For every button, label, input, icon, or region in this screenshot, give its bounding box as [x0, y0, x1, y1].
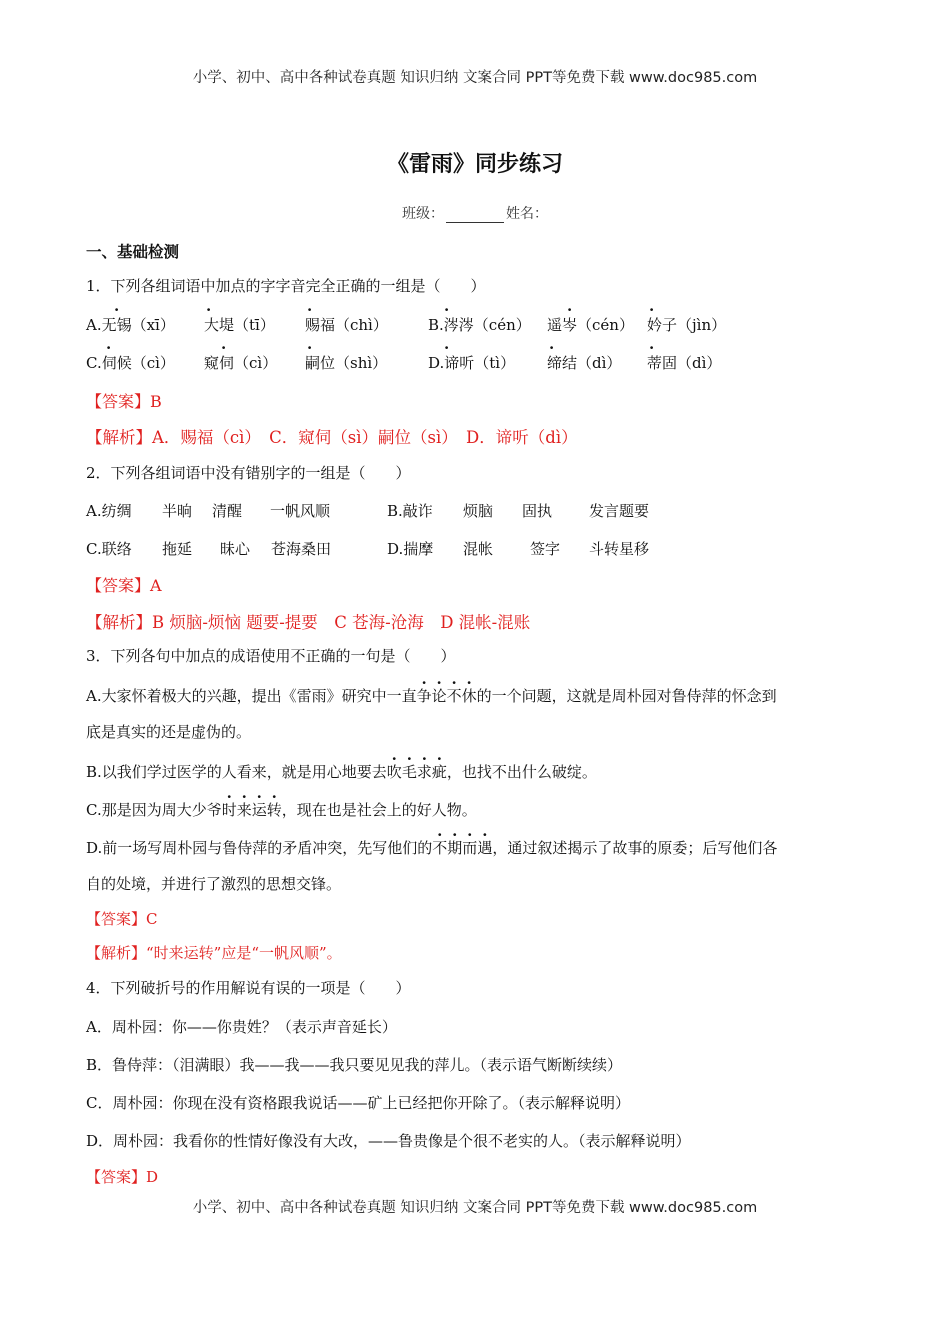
- emphasized-char: 休: [461, 687, 477, 705]
- emphasized-char: 遇: [477, 839, 493, 857]
- q2-c4: 苍海桑田: [271, 540, 332, 558]
- q1-d2: 缔结（dì）: [547, 354, 622, 372]
- q1-c2: 窥伺（cì）: [204, 354, 278, 372]
- emphasized-char: 吹: [386, 763, 402, 781]
- emphasized-char: 期: [447, 839, 463, 857]
- q2-d4: 斗转星移: [589, 540, 650, 558]
- q1-options-ab: [86, 301, 866, 338]
- emphasized-char: 论: [431, 687, 447, 705]
- class-name-line: [0, 203, 950, 223]
- q4-option-c: C．周朴园：你现在没有资格跟我说话——矿上已经把你开除了。（表示解释说明）: [86, 1094, 630, 1112]
- q3-a-text-end: 的一个问题，这就是周朴园对鲁侍萍的怀念到: [476, 687, 777, 705]
- emphasis-dot: ·: [206, 301, 212, 319]
- emphasized-char: 疵: [431, 763, 447, 781]
- q2-c2: 拖延: [162, 540, 193, 558]
- q4-answer: 【答案】D: [86, 1168, 159, 1186]
- q1-d3: 蒂固（dì）: [647, 354, 722, 372]
- q2-options-cd: [86, 538, 866, 562]
- q2-a1: A.纺绸: [86, 502, 132, 520]
- q4-option-a: A．周朴园：你——你贵姓？（表示声音延长）: [86, 1018, 397, 1036]
- emphasized-char: 时: [221, 801, 237, 819]
- q1-a3: 赐福（chì）: [305, 316, 388, 334]
- q3-option-a-line1: [86, 685, 777, 706]
- emphasis-dot: ·: [649, 339, 655, 357]
- q1-b1: B.涔涔（cén）: [428, 316, 531, 334]
- q1-analysis: 【解析】A．赐福（cì） C．窥伺（sì）嗣位（sì） D．谛听（dì）: [86, 428, 578, 447]
- q3-b-idiom: [387, 763, 447, 781]
- q3-option-d-line1: [86, 837, 777, 858]
- q2-d1: D.揣摩: [387, 540, 434, 558]
- q4-option-b: B．鲁侍萍：（泪满眼）我——我——我只要见见我的萍儿。（表示语气断断续续）: [86, 1056, 623, 1074]
- q2-d3: 签字: [530, 540, 561, 558]
- q3-a-text: A.大家怀着极大的兴趣，提出《雷雨》研究中一直: [86, 687, 417, 705]
- q3-d-text-end: ，通过叙述揭示了故事的原委；后写他们各: [492, 839, 778, 857]
- class-label: 班级：: [402, 206, 444, 222]
- emphasis-dot: ·: [649, 301, 655, 319]
- q3-analysis: 【解析】“时来运转”应是“一帆风顺”。: [86, 944, 342, 962]
- q2-b1: B.敲诈: [387, 502, 433, 520]
- q3-option-d-line2: 自的处境，并进行了激烈的思想交锋。: [86, 875, 342, 893]
- page-footer: 小学、初中、高中各种试卷真题 知识归纳 文案合同 PPT等免费下载 www.doc985.com: [192, 1200, 758, 1216]
- emphasized-char: 运: [251, 801, 267, 819]
- q1-options-cd: [86, 339, 866, 376]
- emphasis-dot: ·: [221, 339, 227, 357]
- emphasis-dot: ·: [444, 301, 450, 319]
- emphasized-char: 转: [266, 801, 282, 819]
- name-label: 姓名：: [506, 206, 548, 222]
- emphasized-char: 求: [416, 763, 432, 781]
- q1-b2: 遥岑（cén）: [547, 316, 634, 334]
- q2-a3: 清醒: [212, 502, 243, 520]
- emphasized-char: 毛: [401, 763, 417, 781]
- emphasis-dot: ·: [307, 339, 313, 357]
- q2-a2: 半晌: [162, 502, 193, 520]
- emphasized-char: 来: [236, 801, 252, 819]
- q1-b3: 妗子（jìn）: [647, 316, 727, 334]
- q3-answer: 【答案】C: [86, 910, 158, 928]
- q3-b-text: B.以我们学过医学的人看来，就是用心地要去: [86, 763, 387, 781]
- q2-c1: C.联络: [86, 540, 132, 558]
- emphasis-dot: ·: [307, 301, 313, 319]
- q2-answer: 【答案】A: [86, 576, 162, 595]
- q3-c-text-end: ，现在也是社会上的好人物。: [281, 801, 477, 819]
- q1-a1: A.无锡（xī）: [86, 316, 175, 334]
- q1-d1: D.谛听（tì）: [428, 354, 516, 372]
- q1-c1: C.伺候（cì）: [86, 354, 175, 372]
- emphasis-dot: ·: [567, 301, 573, 319]
- q3-d-idiom: [432, 839, 492, 857]
- page-title: 《雷雨》同步练习: [386, 152, 563, 177]
- emphasized-char: 不: [446, 687, 462, 705]
- emphasized-char: 争: [416, 687, 432, 705]
- q1-c3: 嗣位（shì）: [305, 354, 388, 372]
- emphasized-char: 不: [432, 839, 448, 857]
- q2-b2: 烦脑: [463, 502, 494, 520]
- q2-a4: 一帆风顺: [270, 502, 331, 520]
- q2-options-ab: [86, 500, 866, 524]
- q2-b4: 发言题要: [589, 502, 650, 520]
- emphasis-dot: ·: [549, 339, 555, 357]
- q3-b-text-end: ，也找不出什么破绽。: [446, 763, 597, 781]
- q1-stem: 1．下列各组词语中加点的字字音完全正确的一组是（ ）: [86, 277, 486, 295]
- q4-stem: 4．下列破折号的作用解说有误的一项是（ ）: [86, 979, 411, 997]
- q3-option-b: [86, 761, 597, 782]
- emphasized-char: 而: [462, 839, 478, 857]
- q2-c3: 昧心: [220, 540, 251, 558]
- q2-b3: 固执: [522, 502, 553, 520]
- class-blank: [446, 208, 504, 223]
- page-header: 小学、初中、高中各种试卷真题 知识归纳 文案合同 PPT等免费下载 www.doc985.com: [192, 70, 758, 86]
- emphasis-dot: ·: [106, 339, 112, 357]
- q3-c-text: C.那是因为周大少爷: [86, 801, 222, 819]
- q2-analysis: 【解析】B 烦脑-烦恼 题要-提要 C 苍海-沧海 D 混帐-混账: [86, 613, 531, 632]
- q4-option-d: D．周朴园：我看你的性情好像没有大改，——鲁贵像是个很不老实的人。（表示解释说明）: [86, 1132, 691, 1150]
- emphasis-dot: ·: [114, 301, 120, 319]
- q2-stem: 2．下列各组词语中没有错别字的一组是（ ）: [86, 464, 411, 482]
- q3-a-idiom: [417, 687, 477, 705]
- q3-c-idiom: [222, 801, 282, 819]
- q3-option-c: [86, 799, 477, 820]
- q2-d2: 混帐: [463, 540, 494, 558]
- q1-a2: 大堤（tī）: [204, 316, 275, 334]
- section-heading: 一、基础检测: [86, 243, 180, 261]
- q3-stem: 3．下列各句中加点的成语使用不正确的一句是（ ）: [86, 647, 456, 665]
- q3-option-a-line2: 底是真实的还是虚伪的。: [86, 723, 252, 741]
- q3-d-text: D.前一场写周朴园与鲁侍萍的矛盾冲突，先写他们的: [86, 839, 433, 857]
- emphasis-dot: ·: [444, 339, 450, 357]
- q1-answer: 【答案】B: [86, 392, 162, 411]
